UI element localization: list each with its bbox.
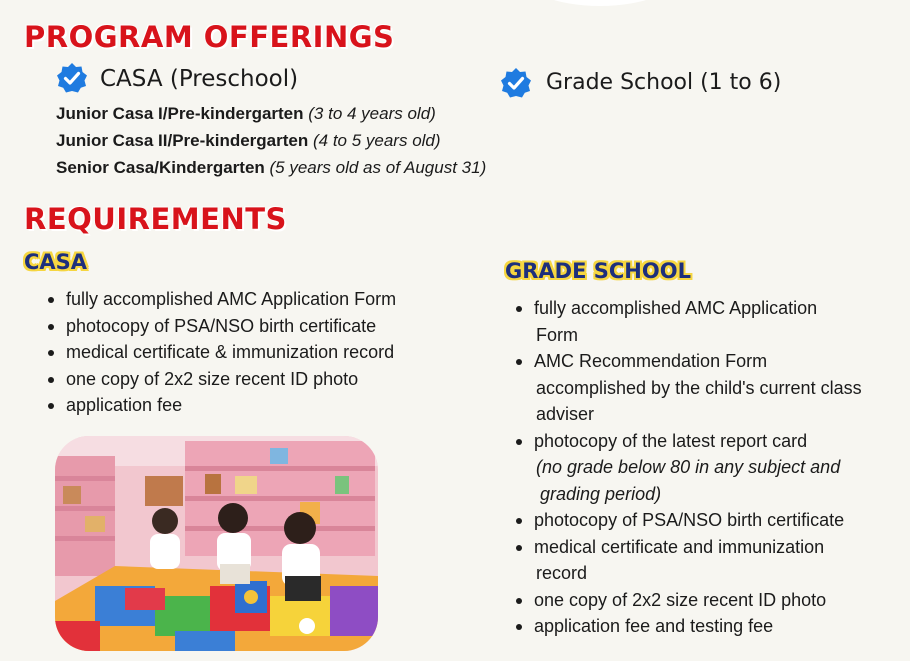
level-name: Senior Casa/Kindergarten bbox=[56, 158, 265, 177]
verified-check-icon bbox=[56, 62, 88, 94]
list-item-continuation: adviser bbox=[536, 404, 595, 424]
list-item: medical certificate & immunization record bbox=[48, 339, 396, 366]
list-item: fully accomplished AMC Application bbox=[516, 295, 862, 322]
list-item: one copy of 2x2 size recent ID photo bbox=[48, 366, 396, 393]
casa-requirements-list bbox=[48, 286, 396, 419]
grade-school-program-title: Grade School (1 to 6) bbox=[546, 70, 782, 95]
list-item-continuation: accomplished by the child's current class bbox=[536, 377, 862, 398]
list-item: medical certificate and immunization bbox=[516, 534, 862, 561]
grade-school-requirements-list bbox=[516, 295, 862, 640]
list-item bbox=[56, 154, 486, 181]
list-item-continuation: record bbox=[536, 563, 588, 583]
list-item: AMC Recommendation Form bbox=[516, 348, 862, 375]
casa-program-title: CASA (Preschool) bbox=[100, 66, 299, 92]
decorative-arc bbox=[520, 0, 680, 6]
classroom-photo bbox=[55, 436, 378, 651]
verified-check-icon bbox=[500, 67, 532, 99]
level-age: (5 years old as of August 31) bbox=[269, 158, 487, 177]
list-item: photocopy of PSA/NSO birth certificate bbox=[516, 507, 862, 534]
requirements-heading: REQUIREMENTS bbox=[24, 202, 287, 236]
program-offerings-heading: PROGRAM OFFERINGS bbox=[24, 20, 395, 54]
list-item-note: (no grade below 80 in any subject and bbox=[536, 457, 841, 477]
list-item: photocopy of the latest report card bbox=[516, 428, 862, 455]
list-item bbox=[56, 127, 486, 154]
list-item: application fee and testing fee bbox=[516, 613, 862, 640]
list-item: one copy of 2x2 size recent ID photo bbox=[516, 587, 862, 614]
list-item bbox=[56, 100, 486, 127]
casa-level-list bbox=[56, 100, 486, 181]
grade-school-requirements-label: GRADE SCHOOL bbox=[505, 259, 691, 283]
level-age: (3 to 4 years old) bbox=[308, 104, 436, 123]
level-name: Junior Casa II/Pre-kindergarten bbox=[56, 131, 309, 150]
level-name: Junior Casa I/Pre-kindergarten bbox=[56, 104, 304, 123]
list-item: fully accomplished AMC Application Form bbox=[48, 286, 396, 313]
classroom-illustration bbox=[55, 436, 378, 651]
list-item: application fee bbox=[48, 392, 396, 419]
level-age: (4 to 5 years old) bbox=[312, 131, 441, 150]
casa-requirements-label: CASA bbox=[24, 250, 88, 274]
list-item: photocopy of PSA/NSO birth certificate bbox=[48, 313, 396, 340]
list-item-note: grading period) bbox=[540, 483, 662, 504]
list-item-continuation: Form bbox=[536, 324, 578, 345]
